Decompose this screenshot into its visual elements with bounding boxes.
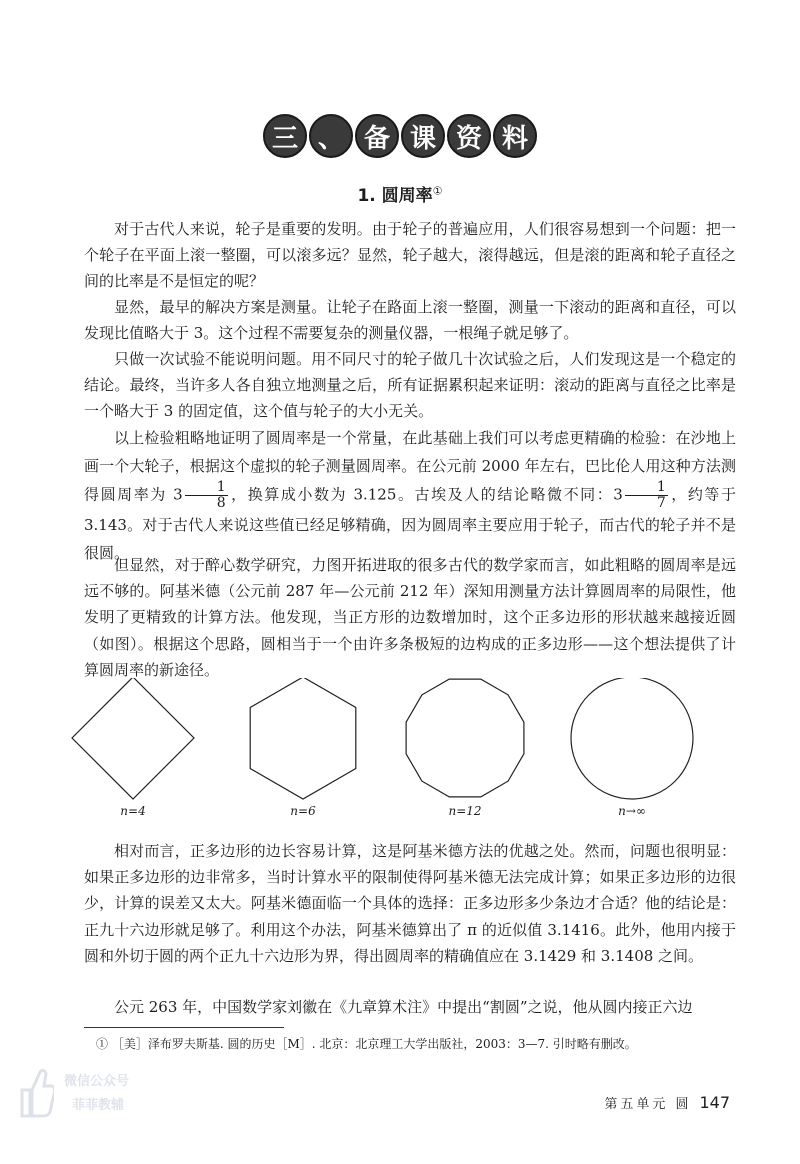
square-shape <box>72 678 194 799</box>
banner-char: 三 <box>263 114 307 158</box>
fraction-one-eighth <box>185 480 228 511</box>
paragraph-4-part-c: ，约等于 3.143。对于古代人来说这些值已经足够精确，因为圆周率主要应用于轮子，而古代的轮子并不是很圆。 <box>84 485 736 562</box>
section-title-text: 圆周率 <box>381 186 433 206</box>
footnote: ① ［美］泽布罗夫斯基. 圆的历史［M］. 北京：北京理工大学出版社，2003：3—7. 引时略有删改。 <box>96 1037 637 1051</box>
footnote-divider <box>84 1027 284 1028</box>
polygon-drawings <box>70 678 750 808</box>
fraction-numerator: 1 <box>185 480 228 496</box>
paragraph-2: 显然，最早的解决方案是测量。让轮子在路面上滚一整圈，测量一下滚动的距离和直径，可以发现比值略大于 3。这个过程不需要复杂的测量仪器，一根绳子就足够了。 <box>84 298 736 343</box>
section-title <box>0 181 800 206</box>
unit-label: 第五单元 圆 <box>604 1097 692 1112</box>
paragraph-7: 公元 263 年，中国数学家刘徽在《九章算术注》中提出“割圆”之说，他从圆内接正六边 <box>114 998 693 1016</box>
watermark <box>14 1060 174 1140</box>
paragraph-1: 对于古代人来说，轮子是重要的发明。由于轮子的普遍应用，人们很容易想到一个问题：把一个轮子在平面上滚一整圈，可以滚多远？显然，轮子越大，滚得越远，但是滚的距离和轮子直径之间的比率是不是恒定的呢？ <box>84 220 736 291</box>
page-footer <box>604 1093 730 1112</box>
banner-char: 课 <box>401 114 445 158</box>
polygon-figure <box>70 678 750 828</box>
fraction-denominator: 7 <box>656 495 666 511</box>
dodecagon-shape <box>406 679 524 797</box>
hexagon-shape <box>250 678 356 799</box>
page-number: 147 <box>699 1093 730 1112</box>
figure-label: n→∞ <box>618 804 646 818</box>
watermark-line-1: 微信公众号 <box>64 1074 130 1089</box>
circle-shape <box>571 678 693 799</box>
section-number: 1. <box>357 186 376 206</box>
fraction-one-seventh <box>625 480 668 511</box>
banner-char: 资 <box>447 114 491 158</box>
paragraph-4 <box>84 424 736 567</box>
fraction-denominator: 8 <box>216 495 226 511</box>
figure-label: n=12 <box>448 804 482 818</box>
paragraph-5: 但显然，对于醉心数学研究，力图开拓进取的很多古代的数学家而言，如此粗略的圆周率是远远不够的。阿基米德（公元前 287 年—公元前 212 年）深知用测量方法计算圆周率的局限性，他发明了更精致的计算方法。他发现，当正方形的边数增加时，这个正多边形的形状越来越接近圆（如图）。根据这个思路，圆相当于一个由许多条极短的边构成的正多边形——这个想法提供了计算圆周率的新途径。 <box>84 556 736 679</box>
banner-char: 、 <box>309 114 353 158</box>
fraction-numerator: 1 <box>625 480 668 496</box>
section-banner <box>0 114 800 158</box>
banner-char: 备 <box>355 114 399 158</box>
paragraph-3: 只做一次试验不能说明问题。用不同尺寸的轮子做几十次试验之后，人们发现这是一个稳定的结论。最终，当许多人各自独立地测量之后，所有证据累积起来证明：滚动的距离与直径之比率是一个略大于 3 的固定值，这个值与轮子的大小无关。 <box>84 350 736 421</box>
watermark-line-2: 菲菲教辅 <box>72 1098 125 1113</box>
paragraph-6: 相对而言，正多边形的边长容易计算，这是阿基米德方法的优越之处。然而，问题也很明显：如果正多边形的边非常多，当时计算水平的限制使得阿基米德无法完成计算；如果正多边形的边很少，计算的误差又太大。阿基米德面临一个具体的选择：正多边形多少条边才合适？他的结论是：正九十六边形就足够了。利用这个办法，阿基米德算出了 π 的近似值 3.1416。此外，他用内接于圆和外切于圆的两个正九十六边形为界，得出圆周率的精确值应在 3.1429 和 3.1408 之间。 <box>84 842 736 965</box>
figure-label: n=4 <box>120 804 146 818</box>
footnote-mark[interactable]: ① <box>432 184 443 198</box>
banner-char: 料 <box>493 114 537 158</box>
paragraph-4-part-a: 以上检验粗略地证明了圆周率是一个常量，在此基础上我们可以考虑更精确的检验：在沙地上画一个大轮子，根据这个虚拟的轮子测量圆周率。在公元前 2000 年左右，巴比伦人用这种方法测得圆周率为 3 <box>84 429 736 504</box>
figure-label: n=6 <box>290 804 316 818</box>
thumbs-up-icon <box>14 1060 54 1120</box>
paragraph-4-part-b: ，换算成小数为 3.125。古埃及人的结论略微不同：3 <box>229 485 623 504</box>
